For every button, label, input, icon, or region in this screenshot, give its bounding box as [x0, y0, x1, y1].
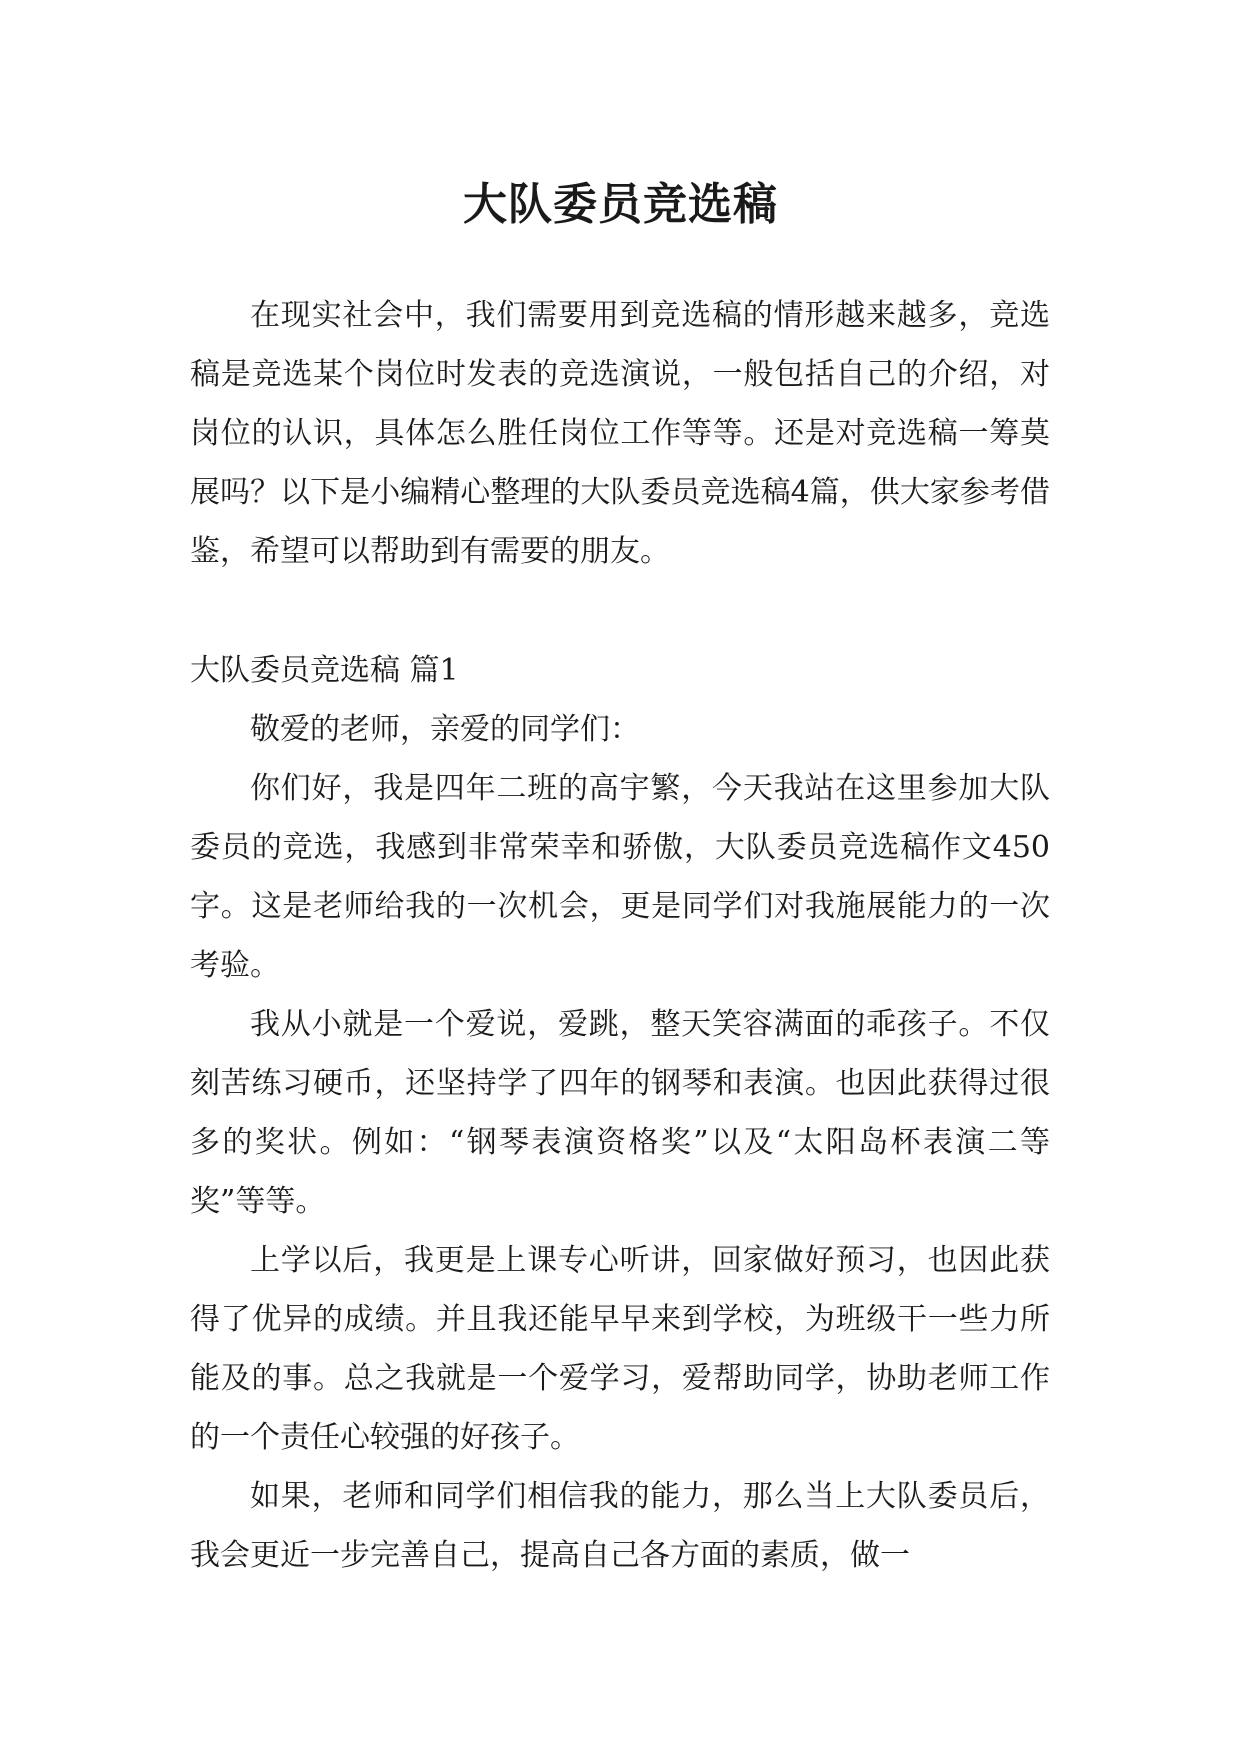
- document-title: 大队委员竞选稿: [463, 179, 778, 231]
- body-paragraph: 如果，老师和同学们相信我的能力，那么当上大队委员后，我会更近一步完善自己，提高自己各方面的素质，做一: [190, 1479, 1050, 1573]
- body-paragraph: 我从小就是一个爱说，爱跳，整天笑容满面的乖孩子。不仅刻苦练习硬币，还坚持学了四年的钢琴和表演。也因此获得过很多的奖状。例如：“钢琴表演资格奖”以及“太阳岛杯表演二等奖”等等。: [190, 1007, 1050, 1219]
- greeting-paragraph: 敬爱的老师，亲爱的同学们：: [250, 712, 640, 747]
- section-block: [190, 641, 1050, 1585]
- intro-block: [190, 286, 1050, 581]
- section-heading: 大队委员竞选稿 篇1: [190, 653, 459, 688]
- intro-paragraph: 在现实社会中，我们需要用到竞选稿的情形越来越多，竞选稿是竞选某个岗位时发表的竞选演说，一般包括自己的介绍，对岗位的认识，具体怎么胜任岗位工作等等。还是对竞选稿一筹莫展吗？以下是小编精心整理的大队委员竞选稿4篇，供大家参考借鉴，希望可以帮助到有需要的朋友。: [190, 298, 1050, 569]
- body-paragraph: 你们好，我是四年二班的高宇繁，今天我站在这里参加大队委员的竞选，我感到非常荣幸和骄傲，大队委员竞选稿作文450字。这是老师给我的一次机会，更是同学们对我施展能力的一次考验。: [190, 771, 1050, 983]
- body-paragraph: 上学以后，我更是上课专心听讲，回家做好预习，也因此获得了优异的成绩。并且我还能早早来到学校，为班级干一些力所能及的事。总之我就是一个爱学习，爱帮助同学，协助老师工作的一个责任心较强的好孩子。: [190, 1243, 1050, 1455]
